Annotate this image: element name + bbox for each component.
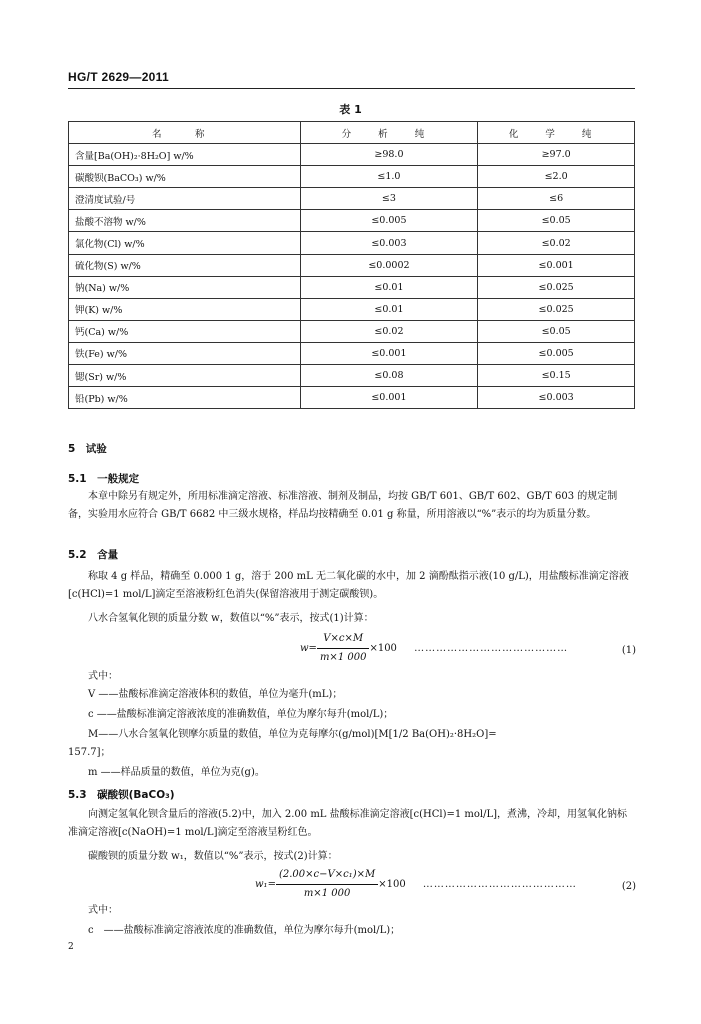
cell-chemical-grade: ≤6 <box>478 188 635 210</box>
section-5-2-title: 5.2 含量 <box>68 549 119 561</box>
variable-m: m ——样品质量的数值，单位为克(g)。 <box>88 767 265 778</box>
where-label-2: 式中： <box>88 905 118 916</box>
cell-analytical-grade: ≤0.02 <box>300 320 478 342</box>
cell-chemical-grade: ≤0.025 <box>478 298 635 320</box>
formula-1-denominator: m×1 000 <box>319 652 367 663</box>
cell-item-name: 锶(Sr) w/% <box>69 365 301 387</box>
header-analytical: 分 析 纯 <box>300 122 478 144</box>
formula-1-lhs: w= <box>300 643 317 654</box>
cell-chemical-grade: ≤0.15 <box>478 365 635 387</box>
formula-1-numerator: V×c×M <box>317 630 370 649</box>
table-row <box>69 387 635 409</box>
header-name: 名 称 <box>69 122 301 144</box>
formula-1-rhs: ×100 <box>369 643 397 654</box>
cell-item-name: 澄清度试验/号 <box>69 188 301 210</box>
cell-item-name: 钾(K) w/% <box>69 298 301 320</box>
cell-item-name: 铁(Fe) w/% <box>69 342 301 364</box>
cell-item-name: 钙(Ca) w/% <box>69 320 301 342</box>
table-row <box>69 210 635 232</box>
specification-table <box>68 121 635 409</box>
cell-chemical-grade: ≤0.02 <box>478 232 635 254</box>
table-row <box>69 166 635 188</box>
cell-item-name: 含量[Ba(OH)₂·8H₂O] w/% <box>69 144 301 166</box>
cell-analytical-grade: ≤0.001 <box>300 387 478 409</box>
variable-M: M——八水合氢氧化钡摩尔质量的数值，单位为克每摩尔(g/mol)[M[1/2 Ba(OH)₂·8H₂O]= <box>88 729 497 740</box>
formula-1 <box>300 630 636 667</box>
section-5-3-para1: 向测定氢氧化钡含量后的溶液(5.2)中，加入 2.00 mL 盐酸标准滴定溶液[c(HCl)=1 mol/L]，煮沸，冷却，用氢氧化钠标准滴定溶液[c(NaOH)=1 mol/L]滴定至溶液呈粉红色。 <box>68 809 628 838</box>
cell-analytical-grade: ≤0.003 <box>300 232 478 254</box>
formula-2-fraction <box>276 866 378 903</box>
cell-item-name: 盐酸不溶物 w/% <box>69 210 301 232</box>
formula-1-leader: …………………………………… <box>414 643 569 654</box>
section-5-title: 5 试验 <box>68 443 107 455</box>
cell-item-name: 氯化物(Cl) w/% <box>69 232 301 254</box>
variable-V: V ——盐酸标准滴定溶液体积的数值，单位为毫升(mL)； <box>88 689 343 700</box>
table-row <box>69 144 635 166</box>
formula-2-leader: …………………………………… <box>422 879 577 890</box>
cell-analytical-grade: ≤0.01 <box>300 298 478 320</box>
table-row <box>69 232 635 254</box>
page-number: 2 <box>68 942 74 952</box>
table-row <box>69 320 635 342</box>
cell-chemical-grade: ≤0.005 <box>478 342 635 364</box>
standard-code: HG/T 2629—2011 <box>68 70 169 84</box>
cell-analytical-grade: ≤1.0 <box>300 166 478 188</box>
header-rule <box>68 88 635 89</box>
formula-2 <box>255 866 636 903</box>
formula-1-number: (1) <box>621 645 636 656</box>
cell-analytical-grade: ≤3 <box>300 188 478 210</box>
cell-chemical-grade: ≤0.003 <box>478 387 635 409</box>
cell-chemical-grade: ≥97.0 <box>478 144 635 166</box>
formula-2-denominator: m×1 000 <box>303 888 351 899</box>
formula-2-rhs: ×100 <box>378 879 406 890</box>
cell-analytical-grade: ≤0.0002 <box>300 254 478 276</box>
cell-chemical-grade: ≤0.05 <box>478 320 635 342</box>
cell-item-name: 碳酸钡(BaCO₃) w/% <box>69 166 301 188</box>
table-header-row <box>69 122 635 144</box>
cell-analytical-grade: ≤0.005 <box>300 210 478 232</box>
formula-2-lhs: w₁= <box>255 879 276 890</box>
variable-c: c ——盐酸标准滴定溶液浓度的准确数值，单位为摩尔每升(mol/L)； <box>88 709 394 720</box>
section-5-3-para2: 碳酸钡的质量分数 w₁，数值以“%”表示，按式(2)计算： <box>88 851 338 862</box>
table-row <box>69 365 635 387</box>
cell-chemical-grade: ≤2.0 <box>478 166 635 188</box>
cell-analytical-grade: ≤0.01 <box>300 276 478 298</box>
formula-2-number: (2) <box>621 881 636 892</box>
cell-analytical-grade: ≥98.0 <box>300 144 478 166</box>
table-row <box>69 298 635 320</box>
section-5-3-title: 5.3 碳酸钡(BaCO₃) <box>68 789 175 801</box>
section-5-2-para2: 八水合氢氧化钡的质量分数 w，数值以“%”表示，按式(1)计算： <box>88 613 374 624</box>
cell-chemical-grade: ≤0.025 <box>478 276 635 298</box>
table-caption: 表 1 <box>339 103 362 116</box>
formula-2-numerator: (2.00×c−V×c₁)×M <box>276 866 378 885</box>
section-5-1-text: 本章中除另有规定外，所用标准滴定溶液、标准溶液、制剂及制品，均按 GB/T 601、GB/T 602、GB/T 603 的规定制备，实验用水应符合 GB/T 6682 中三级水规格，样品均按精确至 0.01 g 称量，所用溶液以“%”表示的均为质量分数。 <box>68 491 618 520</box>
table-row <box>69 188 635 210</box>
variable-M-cont: 157.7]； <box>68 747 111 758</box>
where-label-1: 式中： <box>88 671 118 682</box>
table-row <box>69 254 635 276</box>
cell-item-name: 铅(Pb) w/% <box>69 387 301 409</box>
cell-chemical-grade: ≤0.001 <box>478 254 635 276</box>
cell-analytical-grade: ≤0.08 <box>300 365 478 387</box>
table-row <box>69 342 635 364</box>
section-5-2-para1: 称取 4 g 样品，精确至 0.000 1 g，溶于 200 mL 无二氧化碳的水中，加 2 滴酚酞指示液(10 g/L)，用盐酸标准滴定溶液[c(HCl)=1 mol/L]滴定至溶液粉红色消失(保留溶液用于测定碳酸钡)。 <box>68 571 629 600</box>
section-5-1-title: 5.1 一般规定 <box>68 473 140 485</box>
cell-item-name: 硫化物(S) w/% <box>69 254 301 276</box>
cell-item-name: 钠(Na) w/% <box>69 276 301 298</box>
variable-c-2: c ——盐酸标准滴定溶液浓度的准确数值，单位为摩尔每升(mol/L)； <box>88 925 401 936</box>
table-row <box>69 276 635 298</box>
cell-analytical-grade: ≤0.001 <box>300 342 478 364</box>
formula-1-fraction <box>317 630 370 667</box>
cell-chemical-grade: ≤0.05 <box>478 210 635 232</box>
header-chemical: 化 学 纯 <box>478 122 635 144</box>
